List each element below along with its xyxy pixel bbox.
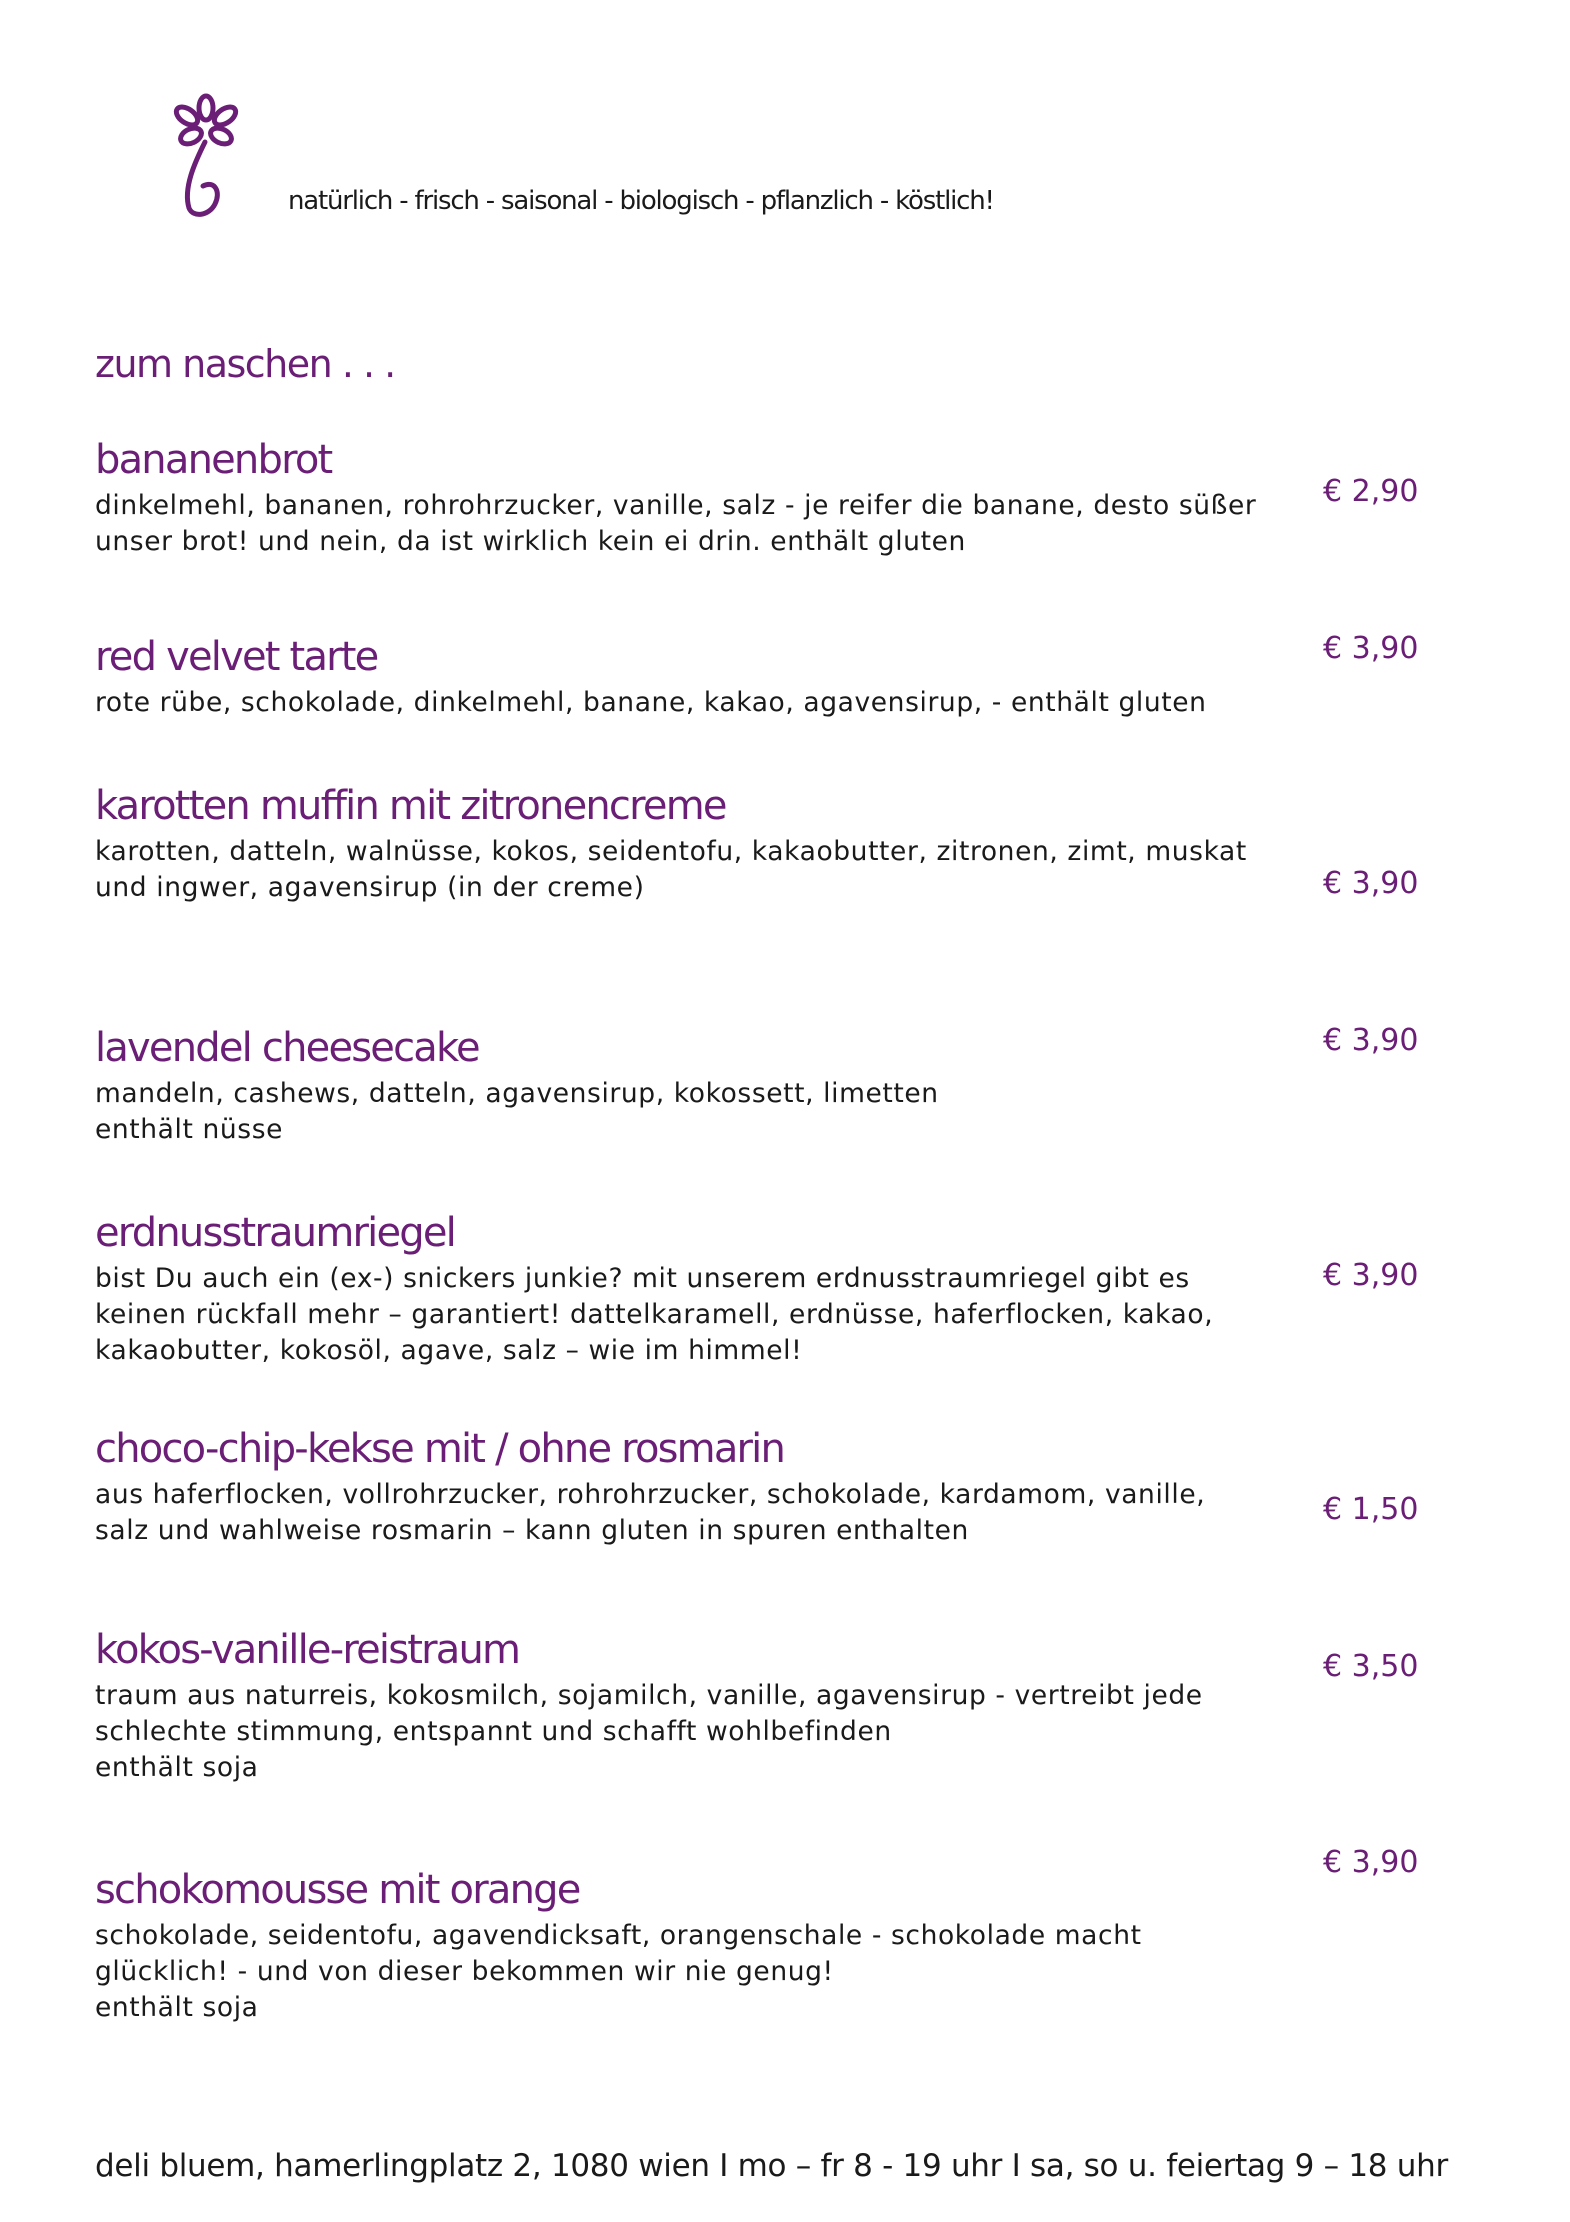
menu-item (95, 436, 1275, 560)
item-price: € 2,90 (1323, 474, 1419, 509)
item-description (95, 1918, 1275, 2026)
description-line: keinen rückfall mehr – garantiert! dattelkaramell, erdnüsse, haferflocken, kakao, (95, 1299, 1214, 1330)
description-line: kakaobutter, kokosöl, agave, salz – wie im himmel! (95, 1335, 803, 1366)
description-line: dinkelmehl, bananen, rohrohrzucker, vanille, salz - je reifer die banane, desto süßer (95, 490, 1257, 521)
description-line: enthält nüsse (95, 1114, 284, 1145)
description-line: unser brot! und nein, da ist wirklich kein ei drin. enthält gluten (95, 526, 966, 557)
menu-item (95, 1024, 1275, 1148)
description-line: traum aus naturreis, kokosmilch, sojamilch, vanille, agavensirup - vertreibt jede (95, 1680, 1203, 1711)
item-name: karotten muffin mit zitronencreme (95, 783, 726, 829)
menu-item (95, 1209, 1275, 1369)
footer-address: deli bluem, hamerlingplatz 2, 1080 wien I mo – fr 8 - 19 uhr I sa, so u. feiertag 9 – 18 uhr (95, 2148, 1448, 2184)
item-description (95, 834, 1275, 906)
item-name: bananenbrot (95, 437, 332, 483)
description-line: bist Du auch ein (ex-) snickers junkie? mit unserem erdnusstraumriegel gibt es (95, 1263, 1190, 1294)
description-line: und ingwer, agavensirup (in der creme) (95, 872, 645, 903)
item-price: € 3,90 (1323, 866, 1419, 901)
item-price: € 3,90 (1323, 1845, 1419, 1880)
item-description (95, 1261, 1275, 1369)
menu-item (95, 782, 1275, 906)
description-line: mandeln, cashews, datteln, agavensirup, kokossett, limetten (95, 1078, 939, 1109)
item-description (95, 1678, 1275, 1786)
item-name: choco-chip-kekse mit / ohne rosmarin (95, 1426, 785, 1472)
item-name: erdnusstraumriegel (95, 1210, 455, 1256)
description-line: salz und wahlweise rosmarin – kann gluten in spuren enthalten (95, 1515, 969, 1546)
description-line: schokolade, seidentofu, agavendicksaft, orangenschale - schokolade macht (95, 1920, 1142, 1951)
flower-b-logo-icon (165, 92, 247, 220)
item-name: lavendel cheesecake (95, 1025, 479, 1071)
menu-item (95, 1866, 1275, 2026)
item-name: red velvet tarte (95, 634, 378, 680)
item-description (95, 1477, 1275, 1549)
menu-item (95, 1626, 1275, 1786)
item-price: € 3,90 (1323, 631, 1419, 666)
item-description (95, 1076, 1275, 1148)
item-price: € 3,90 (1323, 1023, 1419, 1058)
item-price: € 1,50 (1323, 1492, 1419, 1527)
description-line: schlechte stimmung, entspannt und schafft wohlbefinden (95, 1716, 892, 1747)
item-price: € 3,90 (1323, 1258, 1419, 1293)
description-line: rote rübe, schokolade, dinkelmehl, banane, kakao, agavensirup, - enthält gluten (95, 687, 1207, 718)
description-line: glücklich! - und von dieser bekommen wir nie genug! (95, 1956, 834, 1987)
section-title: zum naschen . . . (95, 342, 395, 386)
description-line: enthält soja (95, 1752, 259, 1783)
menu-item (95, 633, 1275, 721)
description-line: karotten, datteln, walnüsse, kokos, seidentofu, kakaobutter, zitronen, zimt, muskat (95, 836, 1247, 867)
description-line: aus haferflocken, vollrohrzucker, rohrohrzucker, schokolade, kardamom, vanille, (95, 1479, 1206, 1510)
item-price: € 3,50 (1323, 1649, 1419, 1684)
item-description (95, 685, 1275, 721)
item-name: kokos-vanille-reistraum (95, 1627, 520, 1673)
description-line: enthält soja (95, 1992, 259, 2023)
item-name: schokomousse mit orange (95, 1867, 580, 1913)
menu-item (95, 1425, 1275, 1549)
tagline: natürlich - frisch - saisonal - biologisch - pflanzlich - köstlich! (288, 186, 994, 216)
item-description (95, 488, 1275, 560)
